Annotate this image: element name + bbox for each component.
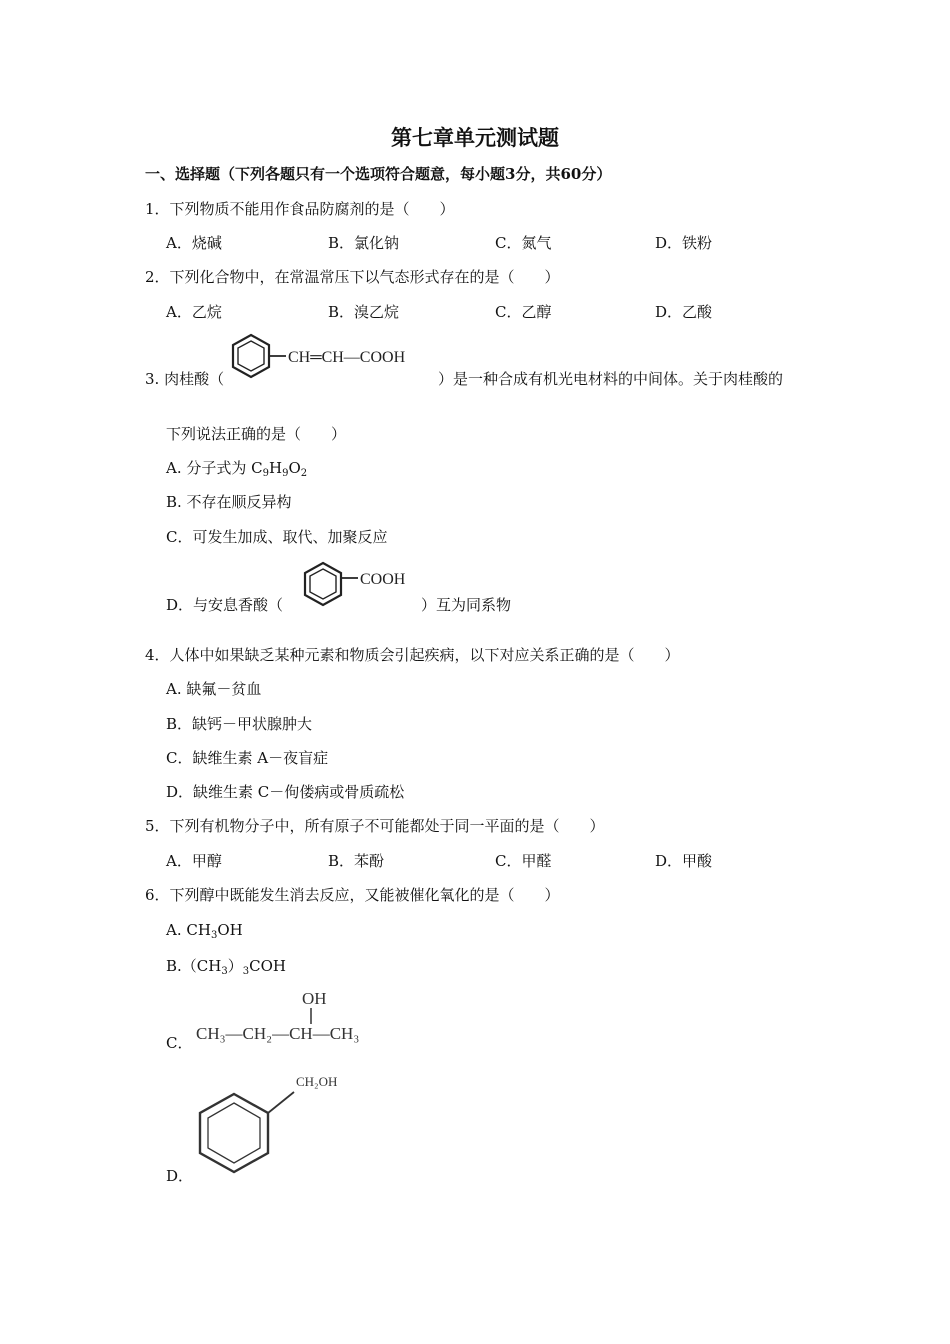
benzoic-acid-structure — [296, 560, 420, 614]
q6-option-a: A. $CH_3OH$ — [166, 921, 243, 941]
q1-option-d: D．铁粉 — [655, 234, 713, 252]
q3-stem-post: ）是一种合成有机光电材料的中间体。关于肉桂酸的 — [438, 370, 784, 388]
q3-option-a: A. 分子式为 $C_9H_9O_2$ — [166, 459, 308, 479]
butanol-chain-label: CH₃—CH₂—CH—CH₃ — [196, 1024, 360, 1043]
q5-option-d: D．甲酸 — [655, 852, 713, 870]
benzyl-alcohol-structure — [192, 1068, 362, 1188]
q2-option-d: D．乙酸 — [655, 303, 713, 321]
cinnamic-acid-structure — [224, 331, 436, 387]
q2-option-a: A．乙烷 — [166, 303, 222, 321]
q3-option-d-post: ）互为同系物 — [421, 596, 512, 614]
butanol-structure — [194, 984, 394, 1050]
q3-stem-pre: 3. 肉桂酸（ — [145, 370, 225, 388]
q5-option-c: C．甲醛 — [495, 852, 552, 870]
q5-option-b: B．苯酚 — [328, 852, 385, 870]
q2-option-c: C．乙醇 — [495, 303, 552, 321]
q3-stem-cont: 下列说法正确的是（ ） — [166, 425, 347, 443]
benzyl-alcohol-label: CH₂OH — [296, 1074, 338, 1089]
q6-option-d: D． — [166, 1167, 194, 1185]
q1-stem: 1．下列物质不能用作食品防腐剂的是（ ） — [145, 200, 455, 218]
q3-option-c: C．可发生加成、取代、加聚反应 — [166, 528, 388, 546]
q6-option-b: $B.(CH_3)_3COH$ — [166, 957, 286, 977]
q4-option-d: D．缺维生素 C－佝偻病或骨质疏松 — [166, 783, 405, 801]
q4-option-c: C．缺维生素 A－夜盲症 — [166, 749, 329, 767]
q6-stem: 6．下列醇中既能发生消去反应，又能被催化氧化的是（ ） — [145, 886, 560, 904]
benzoic-acid-label: COOH — [360, 571, 406, 588]
cinnamic-acid-label: CH═CH—COOH — [288, 349, 406, 366]
q5-option-a: A．甲醇 — [166, 852, 222, 870]
q2-option-b: B．溴乙烷 — [328, 303, 400, 321]
q4-stem: 4．人体中如果缺乏某种元素和物质会引起疾病，以下对应关系正确的是（ ） — [145, 646, 680, 664]
butanol-oh-label: OH — [302, 989, 327, 1008]
page-title: 第七章单元测试题 — [391, 125, 559, 150]
section-heading: 一、选择题（下列各题只有一个选项符合题意，每小题3分，共60分） — [145, 165, 612, 183]
q3-option-d-pre: D．与安息香酸（ — [166, 596, 284, 614]
q1-option-b: B．氯化钠 — [328, 234, 400, 252]
q4-option-b: B．缺钙－甲状腺肿大 — [166, 715, 313, 733]
q3-option-b: B. 不存在顺反异构 — [166, 493, 292, 511]
q5-stem: 5．下列有机物分子中，所有原子不可能都处于同一平面的是（ ） — [145, 817, 605, 835]
q2-stem: 2．下列化合物中，在常温常压下以气态形式存在的是（ ） — [145, 268, 560, 286]
q1-option-c: C．氮气 — [495, 234, 552, 252]
q6-option-c: C． — [166, 1034, 193, 1052]
q1-option-a: A．烧碱 — [166, 234, 222, 252]
q4-option-a: A. 缺氟－贫血 — [166, 680, 262, 698]
